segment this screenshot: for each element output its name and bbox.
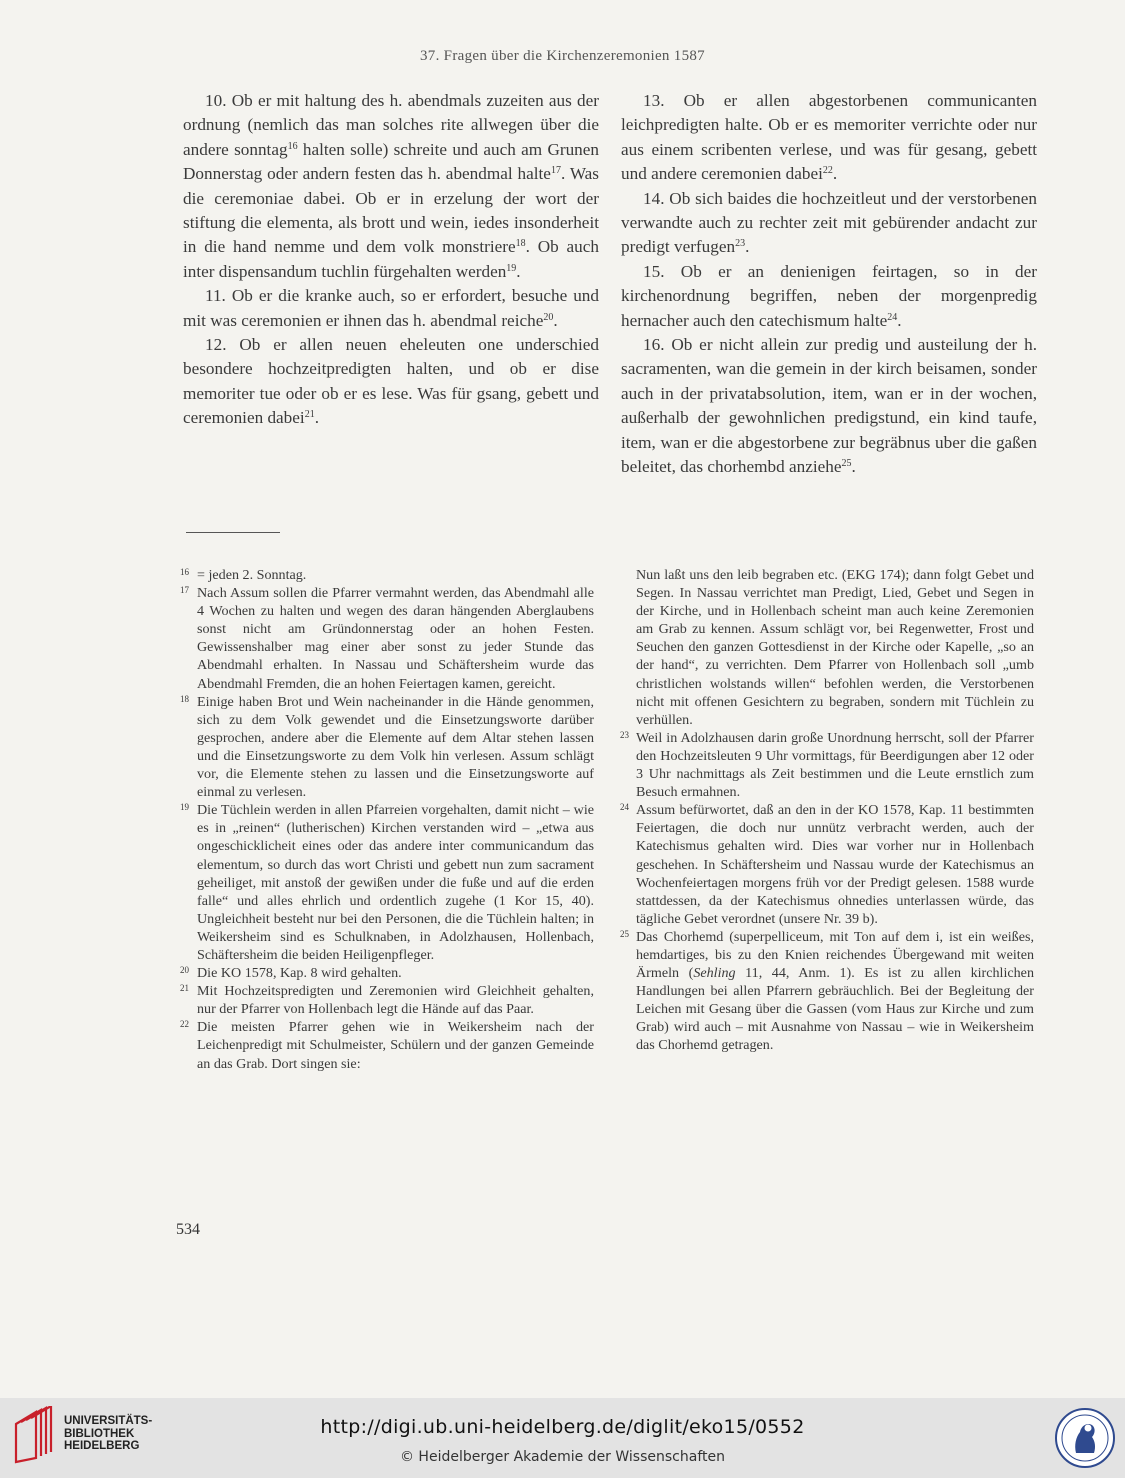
footnote-21: 21 Mit Hochzeitspredigten und Zeremonien wird Gleichheit gehalten, nur der Pfarrer von Hollenbach legt die Hände auf das Paar.: [180, 983, 594, 1018]
paragraph-13: 13. Ob er allen abgestorbenen communicanten leichpredigten halte. Ob er es memoriter verrichte oder nur aus einem scribenten verlese, und was für gesang, gebett und andere ceremonien dabei$^{22}$.: [621, 91, 1037, 184]
footnotes-left: [180, 566, 594, 1073]
paragraph-10: 10. Ob er mit haltung des h. abendmals zuzeiten aus der ordnung (nemlich das man solches rite allwegen über die andere sonntag$^{16}$ halten solle) schreite und auch am Grunen Donnerstag oder andern festen das h. abendmal halte$^{17}$. Was die ceremoniae dabei. Ob er in erzelung der wort der stiftung die elementa, als brott und wein, iedes insonderheit in die hand nemme und dem volk monstriere$^{18}$. Ob auch inter dispensandum tuchlin fürgehalten werden$^{19}$.: [183, 91, 599, 281]
footnote-23: 23 Weil in Adolzhausen darin große Unordnung herrscht, soll der Pfarrer den Hochzeitsleuten 9 Uhr vormittags, für Beerdigungen aber 12 oder 3 Uhr nachmittags als Zeit bestimmen und die Leute ernstlich zum Besuch ermahnen.: [620, 729, 1034, 801]
footnotes-right: [620, 566, 1034, 1055]
library-name: UNIVERSITÄTS- BIBLIOTHEK HEIDELBERG: [64, 1415, 153, 1452]
body-column-left: [183, 89, 599, 431]
paragraph-11: 11. Ob er die kranke auch, so er erfordert, besuche und mit was ceremonien er ihnen das h. abendmal reiche$^{20}$.: [183, 286, 599, 330]
permalink-url[interactable]: http://digi.ub.uni-heidelberg.de/diglit/eko15/0552: [320, 1416, 805, 1438]
paragraph-16: 16. Ob er nicht allein zur predig und austeilung der h. sacramenten, wan die gemein in der kirch beisamen, sonder auch in der privatabsolution, item, wan er in der wochen, außerhalb der gewohnlichen predigstund, ein kind taufe, item, wan er die abgestorbene zur begräbnus uber die gaßen beleitet, das chorhembd anziehe$^{25}$.: [621, 335, 1037, 477]
footnote-25: 25 Das Chorhemd (superpelliceum, mit Ton auf dem i, ist ein weißes, hemdartiges, bis zu den Knien reichendes Übergewand mit weiten Ärmeln (Sehling 11, 44, Anm. 1). Es ist zu allen kirchlichen Handlungen bei allen Pfarrern gebräuchlich. Bei der Begleitung der Leichen mit Gesang über die Gassen (vom Haus zur Kirche und zum Grab) wird auch – mit Ausnahme von Nassau – wie in Weikersheim das Chorhemd getragen.: [620, 928, 1034, 1054]
paragraph-12: 12. Ob er allen neuen eheleuten one underschied besondere hochzeitpredigten halten, und ob er dise memoriter tue oder ob er es lese. Was für gsang, gebett und ceremonien dabei$^{21}$.: [183, 335, 599, 428]
footnote-16: 16 = jeden 2. Sonntag.: [180, 567, 307, 583]
running-head: 37. Fragen über die Kirchenzeremonien 1587: [419, 48, 705, 64]
footnote-17: 17 Nach Assum sollen die Pfarrer vermahnt werden, das Abendmahl alle 4 Wochen zu halten und wegen des daran hängenden Aberglaubens sonst nicht am Gründonnerstag oder an hohen Festen. Gewissenshalber mag einer aber sonst zu jeder Stunde das Abendmahl erhalten. In Nassau und Schäftersheim wurde das Abendmahl Fremden, die an hohen Feiertagen kamen, gereicht.: [180, 585, 594, 692]
footnote-24: 24 Assum befürwortet, daß an den in der KO 1578, Kap. 11 bestimmten Feiertagen, die doch nur unnütz verbracht werden, auch der Katechismus gehalten wird. Dies war vorher nur in Hollenbach geschehen. In Schäftersheim und Nassau wurde der Katechismus an Wochenfeiertagen morgens früh vor der Predigt gelesen. 1588 wurde stattdessen, da der Katechismus ohnedies unterlassen würde, das tägliche Gebet verordnet (unsere Nr. 39 b).: [620, 802, 1034, 927]
paragraph-15: 15. Ob er an denienigen feirtagen, so in der kirchenordnung begriffen, neben der morgenpredig hernacher auch den catechismum halte$^{24}$.: [621, 261, 1037, 330]
footnote-18: 18 Einige haben Brot und Wein nacheinander in die Hände genommen, sich zu dem Volk gewendet und die Einsetzungsworte darüber gesprochen, andere aber die Elemente auf dem Altar stehen lassen und die Einsetzungsworte zu dem Volk hin verlesen. Assum schlägt vor, die Elemente stehen zu lassen und die Einsetzungsworte auf einmal zu verlesen.: [180, 693, 594, 801]
viewer-footer: [0, 1398, 1125, 1478]
footnote-rule: [186, 532, 280, 533]
page-number: 534: [176, 1221, 200, 1238]
body-column-right: [621, 89, 1037, 480]
footnote-22: 22 Die meisten Pfarrer gehen wie in Weikersheim nach der Leichenpredigt mit Schulmeister, Schülern und der ganzen Gemeinde an das Grab. Dort singen sie:: [180, 1019, 594, 1072]
footnote-20: 20 Die KO 1578, Kap. 8 wird gehalten.: [180, 965, 402, 982]
copyright-notice: © Heidelberger Akademie der Wissenschaften: [399, 1449, 725, 1465]
paragraph-14: 14. Ob sich baides die hochzeitleut und der verstorbenen verwandte auch zu rechter zeit mit gebürender andacht zur predigt verfugen$^{23}$.: [621, 188, 1037, 257]
academy-seal-icon[interactable]: [1054, 1407, 1116, 1469]
footnote-22-continuation: Nun laßt uns den leib begraben etc. (EKG 174); dann folgt Gebet und Segen. In Nassau verrichtet man Predigt, Lied, Gebet und Segen in der Kirche, und in Hollenbach scheint man auch keine Zeremonien am Grab zu kennen. Assum schlägt vor, bei Regenwetter, Frost und Seuchen den ganzen Gottesdienst in der Kirche oder Kapelle, „so an der hand“, zu verrichten. Dem Pfarrer von Hollenbach soll „umb christlichen wolstands willen“ befohlen werden, die Verstorbenen nicht mit offenen Gesichtern zu begraben, sondern mit Tüchlein zu verhüllen.: [636, 567, 1034, 728]
footnote-19: 19 Die Tüchlein werden in allen Pfarreien vorgehalten, damit nicht – wie es in „reinen“ (lutherischen) Kirchen verstanden wird – „etwa aus ongeschicklicheit eines oder das andere inter communicandum das elementum, so durch das wort Christi und gebett nun zum sacrament geheiliget, mit anstoß der gewißen under die fuße und auf die erden falle“ und alles ehrlich und ordentlich zugehe (1 Kor 15, 40). Ungleichheit besteht nur bei den Personen, die die Tüchlein halten; in Weikersheim sind es Schulknaben, in Adolzhausen, Hollenbach, Schäftersheim die beiden Heiligenpfleger.: [180, 802, 594, 963]
